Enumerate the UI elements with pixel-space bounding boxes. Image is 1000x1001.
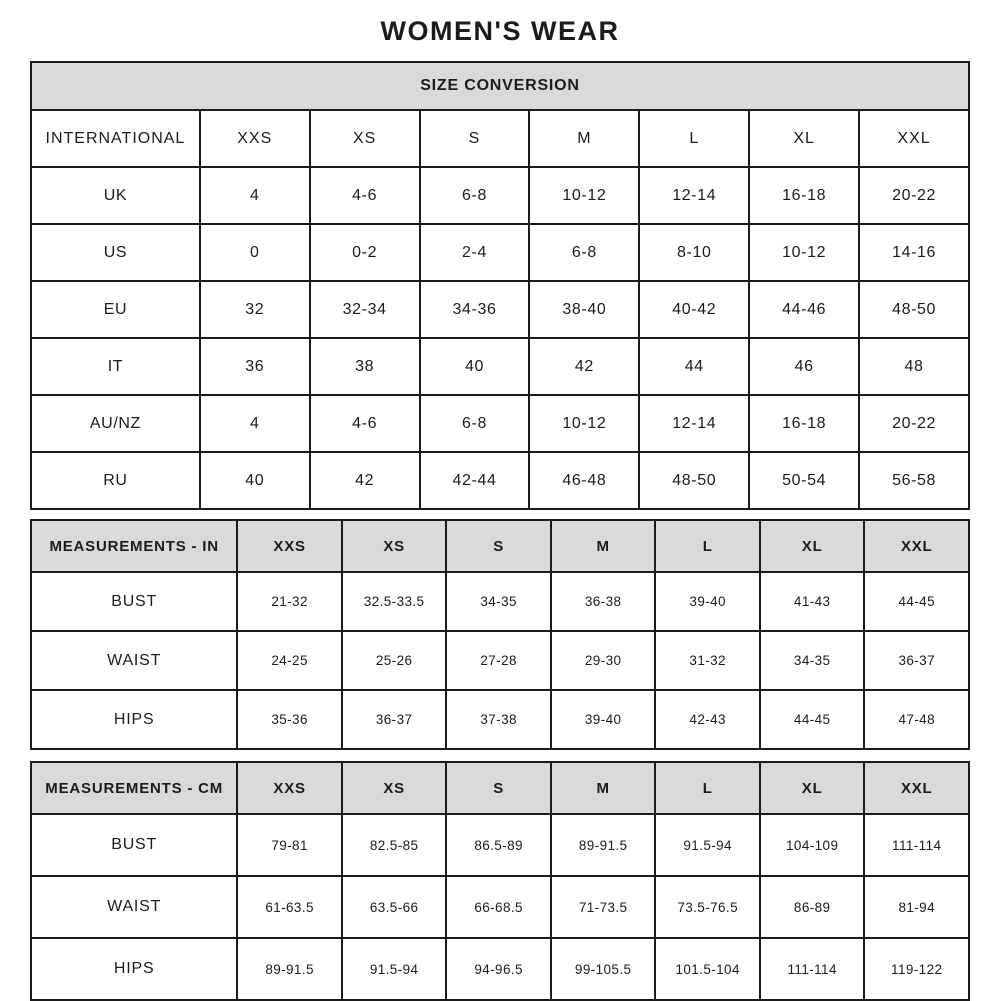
size-value-cell: 46-48 [529,452,639,509]
size-value-cell: 32-34 [310,281,420,338]
size-value-cell: 6-8 [420,167,530,224]
column-header-m: M [529,110,639,167]
column-header-xs: XS [342,520,447,572]
table-row-eu [31,281,969,338]
measurement-value-cell: 34-35 [446,572,551,631]
measurement-value-cell: 31-32 [655,631,760,690]
size-value-cell: 36 [200,338,310,395]
size-value-cell: 20-22 [859,395,969,452]
size-value-cell: 56-58 [859,452,969,509]
size-value-cell: 4-6 [310,395,420,452]
measurement-value-cell: 44-45 [864,572,969,631]
measurement-value-cell: 81-94 [864,876,969,938]
measurement-value-cell: 61-63.5 [237,876,342,938]
measurement-value-cell: 24-25 [237,631,342,690]
measurements-cm-table [30,761,970,1001]
column-header-xs: XS [342,762,447,814]
table-row-waist-cm [31,876,969,938]
size-value-cell: 32 [200,281,310,338]
region-label: US [31,224,200,281]
measurement-label: WAIST [31,631,237,690]
measurement-value-cell: 119-122 [864,938,969,1000]
measurement-value-cell: 32.5-33.5 [342,572,447,631]
column-header-xxs: XXS [200,110,310,167]
measurements-in-header-row [31,520,969,572]
measurement-label: HIPS [31,938,237,1000]
size-value-cell: 42 [529,338,639,395]
measurement-value-cell: 36-37 [864,631,969,690]
measurement-value-cell: 104-109 [760,814,865,876]
measurement-value-cell: 91.5-94 [655,814,760,876]
measurement-value-cell: 89-91.5 [551,814,656,876]
size-value-cell: 48-50 [859,281,969,338]
region-label: UK [31,167,200,224]
size-value-cell: 44-46 [749,281,859,338]
measurement-value-cell: 99-105.5 [551,938,656,1000]
size-conversion-column-header-row [31,110,969,167]
measurement-label: WAIST [31,876,237,938]
size-conversion-table [30,61,970,510]
column-header-m: M [551,762,656,814]
measurement-value-cell: 111-114 [864,814,969,876]
measurement-value-cell: 44-45 [760,690,865,749]
size-value-cell: 38 [310,338,420,395]
column-header-s: S [446,520,551,572]
size-value-cell: 6-8 [529,224,639,281]
size-value-cell: 10-12 [529,167,639,224]
column-header-l: L [639,110,749,167]
size-value-cell: 40 [420,338,530,395]
measurement-value-cell: 39-40 [551,690,656,749]
measurement-value-cell: 37-38 [446,690,551,749]
column-header-xs: XS [310,110,420,167]
column-header-xl: XL [749,110,859,167]
column-header-xl: XL [760,520,865,572]
measurements-cm-header: MEASUREMENTS - CM [31,762,237,814]
measurement-value-cell: 47-48 [864,690,969,749]
measurement-value-cell: 21-32 [237,572,342,631]
measurement-label: HIPS [31,690,237,749]
column-header-s: S [420,110,530,167]
size-value-cell: 50-54 [749,452,859,509]
table-row-waist-in [31,631,969,690]
table-row-us [31,224,969,281]
size-value-cell: 10-12 [529,395,639,452]
size-conversion-caption-row [31,62,969,110]
measurement-value-cell: 82.5-85 [342,814,447,876]
column-header-s: S [446,762,551,814]
measurement-value-cell: 86.5-89 [446,814,551,876]
size-value-cell: 6-8 [420,395,530,452]
measurements-in-header: MEASUREMENTS - IN [31,520,237,572]
size-value-cell: 38-40 [529,281,639,338]
measurement-value-cell: 79-81 [237,814,342,876]
measurement-value-cell: 29-30 [551,631,656,690]
table-row-it [31,338,969,395]
measurement-value-cell: 41-43 [760,572,865,631]
measurement-label: BUST [31,814,237,876]
measurement-label: BUST [31,572,237,631]
size-value-cell: 42-44 [420,452,530,509]
table-row-aunz [31,395,969,452]
table-row-bust-cm [31,814,969,876]
measurement-value-cell: 39-40 [655,572,760,631]
size-value-cell: 12-14 [639,395,749,452]
column-header-l: L [655,520,760,572]
size-value-cell: 44 [639,338,749,395]
size-conversion-header: SIZE CONVERSION [31,62,969,110]
size-value-cell: 48-50 [639,452,749,509]
size-value-cell: 46 [749,338,859,395]
measurements-in-table [30,519,970,750]
table-row-hips-in [31,690,969,749]
size-value-cell: 4 [200,395,310,452]
size-value-cell: 48 [859,338,969,395]
measurement-value-cell: 94-96.5 [446,938,551,1000]
column-header-xxl: XXL [859,110,969,167]
size-value-cell: 34-36 [420,281,530,338]
page-title: WOMEN'S WEAR [380,16,620,46]
measurement-value-cell: 36-38 [551,572,656,631]
size-value-cell: 4-6 [310,167,420,224]
size-value-cell: 20-22 [859,167,969,224]
region-label: AU/NZ [31,395,200,452]
measurement-value-cell: 111-114 [760,938,865,1000]
size-value-cell: 4 [200,167,310,224]
measurement-value-cell: 35-36 [237,690,342,749]
measurement-value-cell: 86-89 [760,876,865,938]
column-header-xxl: XXL [864,762,969,814]
region-label: RU [31,452,200,509]
region-label: IT [31,338,200,395]
size-value-cell: 40 [200,452,310,509]
size-value-cell: 42 [310,452,420,509]
column-header-xxs: XXS [237,762,342,814]
column-header-international: INTERNATIONAL [31,110,200,167]
column-header-xxs: XXS [237,520,342,572]
measurement-value-cell: 89-91.5 [237,938,342,1000]
column-header-m: M [551,520,656,572]
column-header-xl: XL [760,762,865,814]
measurements-cm-header-row [31,762,969,814]
table-row-bust-in [31,572,969,631]
size-value-cell: 2-4 [420,224,530,281]
measurement-value-cell: 42-43 [655,690,760,749]
measurement-value-cell: 71-73.5 [551,876,656,938]
measurement-value-cell: 34-35 [760,631,865,690]
measurement-value-cell: 73.5-76.5 [655,876,760,938]
measurement-value-cell: 36-37 [342,690,447,749]
measurement-value-cell: 25-26 [342,631,447,690]
size-value-cell: 8-10 [639,224,749,281]
measurement-value-cell: 27-28 [446,631,551,690]
table-row-uk [31,167,969,224]
column-header-xxl: XXL [864,520,969,572]
size-value-cell: 40-42 [639,281,749,338]
table-row-hips-cm [31,938,969,1000]
measurement-value-cell: 101.5-104 [655,938,760,1000]
size-value-cell: 16-18 [749,167,859,224]
size-value-cell: 12-14 [639,167,749,224]
region-label: EU [31,281,200,338]
measurement-value-cell: 91.5-94 [342,938,447,1000]
size-value-cell: 14-16 [859,224,969,281]
size-value-cell: 0 [200,224,310,281]
size-value-cell: 10-12 [749,224,859,281]
measurement-value-cell: 66-68.5 [446,876,551,938]
measurement-value-cell: 63.5-66 [342,876,447,938]
size-value-cell: 0-2 [310,224,420,281]
table-row-ru [31,452,969,509]
size-value-cell: 16-18 [749,395,859,452]
column-header-l: L [655,762,760,814]
